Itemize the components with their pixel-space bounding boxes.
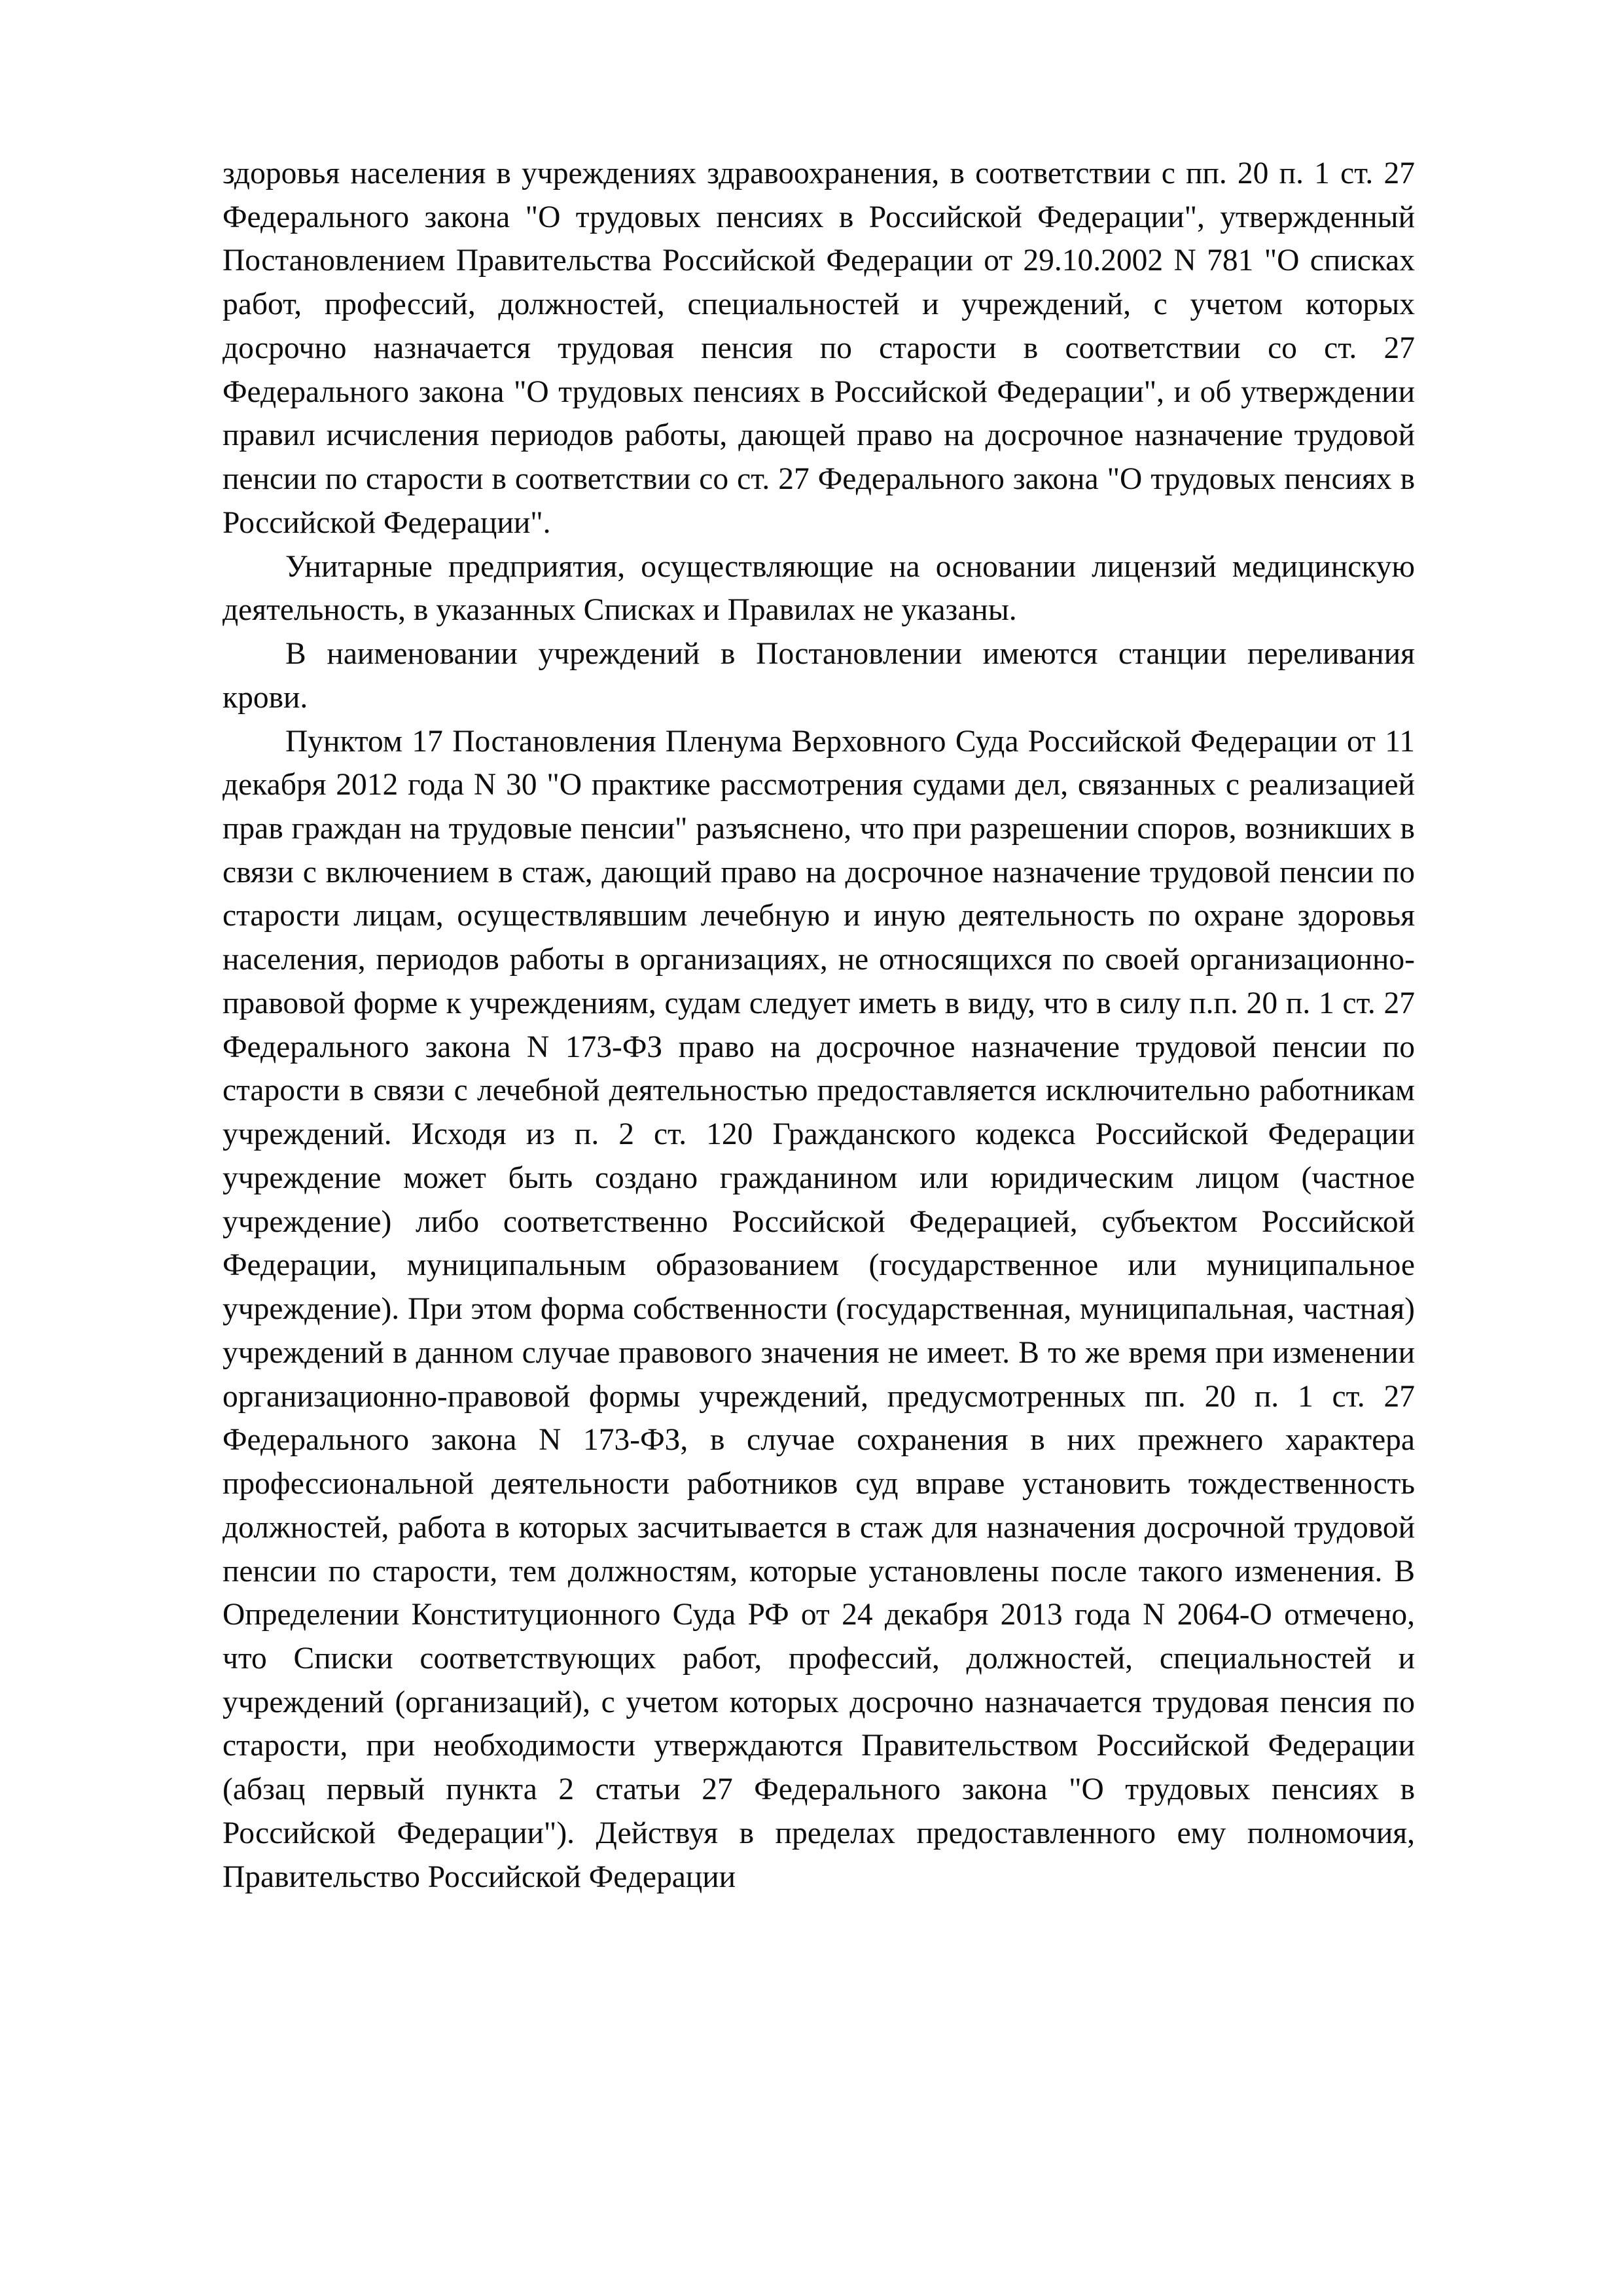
document-text-body	[223, 152, 1415, 1899]
paragraph: Пунктом 17 Постановления Пленума Верховного Суда Российской Федерации от 11 декабря 2012 года N 30 "О практике рассмотрения судами дел, связанных с реализацией прав граждан на трудовые пенсии" разъяснено, что при разрешении споров, возникших в связи с включением в стаж, дающий право на досрочное назначение трудовой пенсии по старости лицам, осуществлявшим лечебную и иную деятельность по охране здоровья населения, периодов работы в организациях, не относящихся по своей организационно-правовой форме к учреждениям, судам следует иметь в виду, что в силу п.п. 20 п. 1 ст. 27 Федерального закона N 173-ФЗ право на досрочное назначение трудовой пенсии по старости в связи с лечебной деятельностью предоставляется исключительно работникам учреждений. Исходя из п. 2 ст. 120 Гражданского кодекса Российской Федерации учреждение может быть создано гражданином или юридическим лицом (частное учреждение) либо соответственно Российской Федерацией, субъектом Российской Федерации, муниципальным образованием (государственное или муниципальное учреждение). При этом форма собственности (государственная, муниципальная, частная) учреждений в данном случае правового значения не имеет. В то же время при изменении организационно-правовой формы учреждений, предусмотренных пп. 20 п. 1 ст. 27 Федерального закона N 173-ФЗ, в случае сохранения в них прежнего характера профессиональной деятельности работников суд вправе установить тождественность должностей, работа в которых засчитывается в стаж для назначения досрочной трудовой пенсии по старости, тем должностям, которые установлены после такого изменения. В Определении Конституционного Суда РФ от 24 декабря 2013 года N 2064-О отмечено, что Списки соответствующих работ, профессий, должностей, специальностей и учреждений (организаций), с учетом которых досрочно назначается трудовая пенсия по старости, при необходимости утверждаются Правительством Российской Федерации (абзац первый пункта 2 статьи 27 Федерального закона "О трудовых пенсиях в Российской Федерации"). Действуя в пределах предоставленного ему полномочия, Правительство Российской Федерации	[223, 724, 1415, 1894]
paragraph: Унитарные предприятия, осуществляющие на основании лицензий медицинскую деятельность, в указанных Списках и Правилах не указаны.	[223, 549, 1415, 628]
paragraph: здоровья населения в учреждениях здравоохранения, в соответствии с пп. 20 п. 1 ст. 27 Федерального закона "О трудовых пенсиях в Российской Федерации", утвержденный Постановлением Правительства Российской Федерации от 29.10.2002 N 781 "О списках работ, профессий, должностей, специальностей и учреждений, с учетом которых досрочно назначается трудовая пенсия по старости в соответствии со ст. 27 Федерального закона "О трудовых пенсиях в Российской Федерации", и об утверждении правил исчисления периодов работы, дающей право на досрочное назначение трудовой пенсии по старости в соответствии со ст. 27 Федерального закона "О трудовых пенсиях в Российской Федерации".	[223, 156, 1415, 540]
paragraph: В наименовании учреждений в Постановлении имеются станции переливания крови.	[223, 637, 1415, 715]
